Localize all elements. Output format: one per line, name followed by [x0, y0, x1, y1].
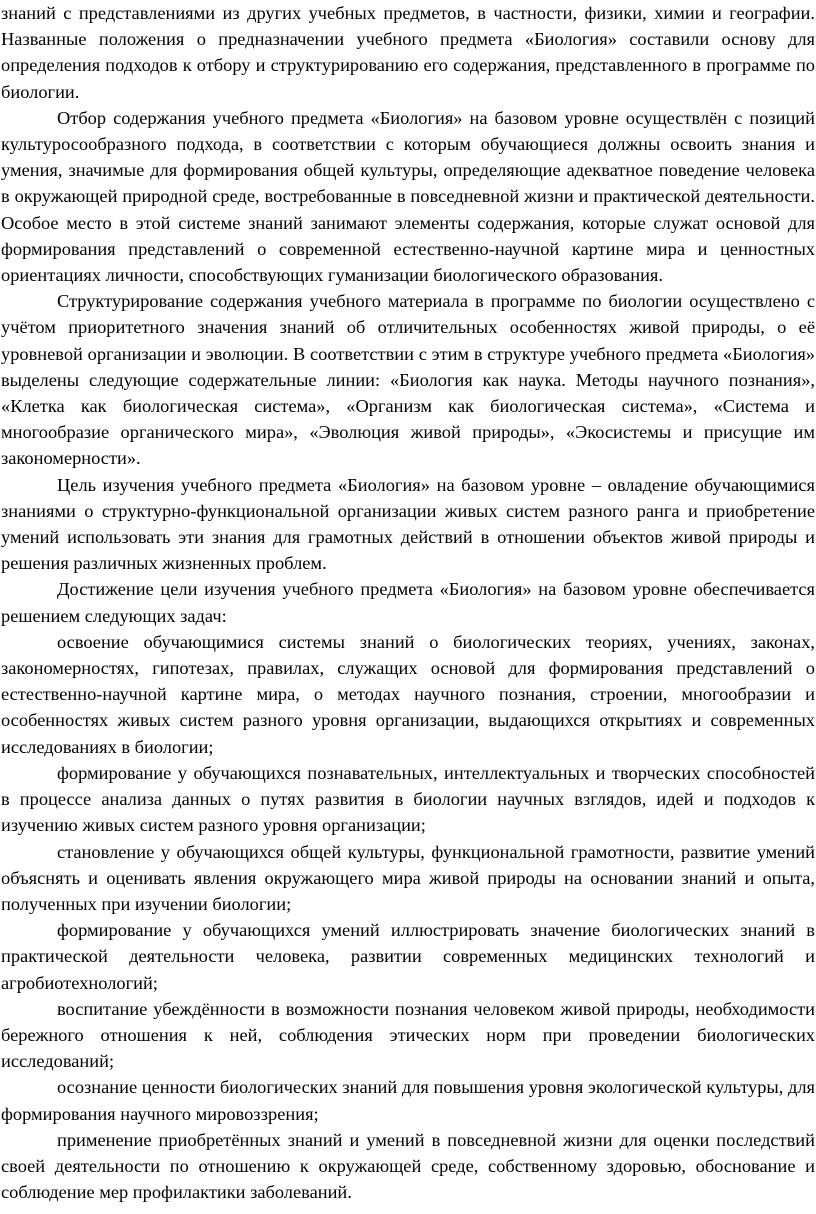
task-item: освоение обучающимися системы знаний о биологических теориях, учениях, законах, закономерностях, гипотезах, правилах, служащих основой для формирования представлений о естественно-научной картине мира, о методах научного познания, строении, многообразии и особенностях живых систем разного уровня организации, выдающихся открытиях и современных исследованиях в биологии; [1, 631, 815, 757]
task-item: осознание ценности биологических знаний для повышения уровня экологической культуры, для формирования научного мировоззрения; [1, 1077, 815, 1124]
task-item: формирование у обучающихся познавательных, интеллектуальных и творческих способностей в процессе анализа данных о путях развития в биологии научных взглядов, идей и подходов к изучению живых систем разного уровня организации; [1, 762, 815, 836]
paragraph-continuation: знаний с представлениями из других учебных предметов, в частности, физики, химии и географии. Названные положения о предназначении учебного предмета «Биология» составили основу для определения подходов к отбору и структурированию его содержания, представленного в программе по биологии. [1, 3, 815, 102]
task-item: становление у обучающихся общей культуры, функциональной грамотности, развитие умений объяснять и оценивать явления окружающего мира живой природы на основании знаний и опыта, полученных при изучении биологии; [1, 841, 815, 914]
paragraph-tasks-intro: Достижение цели изучения учебного предмета «Биология» на базовом уровне обеспечивается решением следующих задач: [1, 579, 815, 626]
paragraph-goal: Цель изучения учебного предмета «Биология» на базовом уровне – овладение обучающимися знаниями о структурно-функциональной организации живых систем разного ранга и приобретение умений использовать эти знания для грамотных действий в отношении объектов живой природы и решения различных жизненных проблем. [1, 474, 815, 574]
paragraph-content-structure: Структурирование содержания учебного материала в программе по биологии осуществлено с учётом приоритетного значения знаний об отличительных особенностях живой природы, о её уровневой организации и эволюции. В соответствии с этим в структуре учебного предмета «Биология» выделены следующие содержательные линии: «Биология как наука. Методы научного познания», «Клетка как биологическая система», «Организм как биологическая система», «Система и многообразие органического мира», «Эволюция живой природы», «Экосистемы и присущие им закономерности». [1, 291, 815, 469]
paragraph-content-selection: Отбор содержания учебного предмета «Биология» на базовом уровне осуществлён с позиций культуросообразного подхода, в соответствии с которым обучающиеся должны освоить знания и умения, значимые для формирования общей культуры, определяющие адекватное поведение человека в окружающей природной среде, востребованные в повседневной жизни и практической деятельности. Особое место в этой системе знаний занимают элементы содержания, которые служат основой для формирования представлений о современной естественно-научной картине мира и ценностных ориентациях личности, способствующих гуманизации биологического образования. [1, 107, 815, 286]
task-item: воспитание убеждённости в возможности познания человеком живой природы, необходимости бережного отношения к ней, соблюдения этических норм при проведении биологических исследований; [1, 998, 815, 1072]
task-item: формирование у обучающихся умений иллюстрировать значение биологических знаний в практической деятельности человека, развитии современных медицинских технологий и агробиотехнологий; [1, 920, 815, 993]
task-item: применение приобретённых знаний и умений в повседневной жизни для оценки последствий своей деятельности по отношению к окружающей среде, собственному здоровью, обоснование и соблюдение мер профилактики заболеваний. [1, 1129, 815, 1203]
